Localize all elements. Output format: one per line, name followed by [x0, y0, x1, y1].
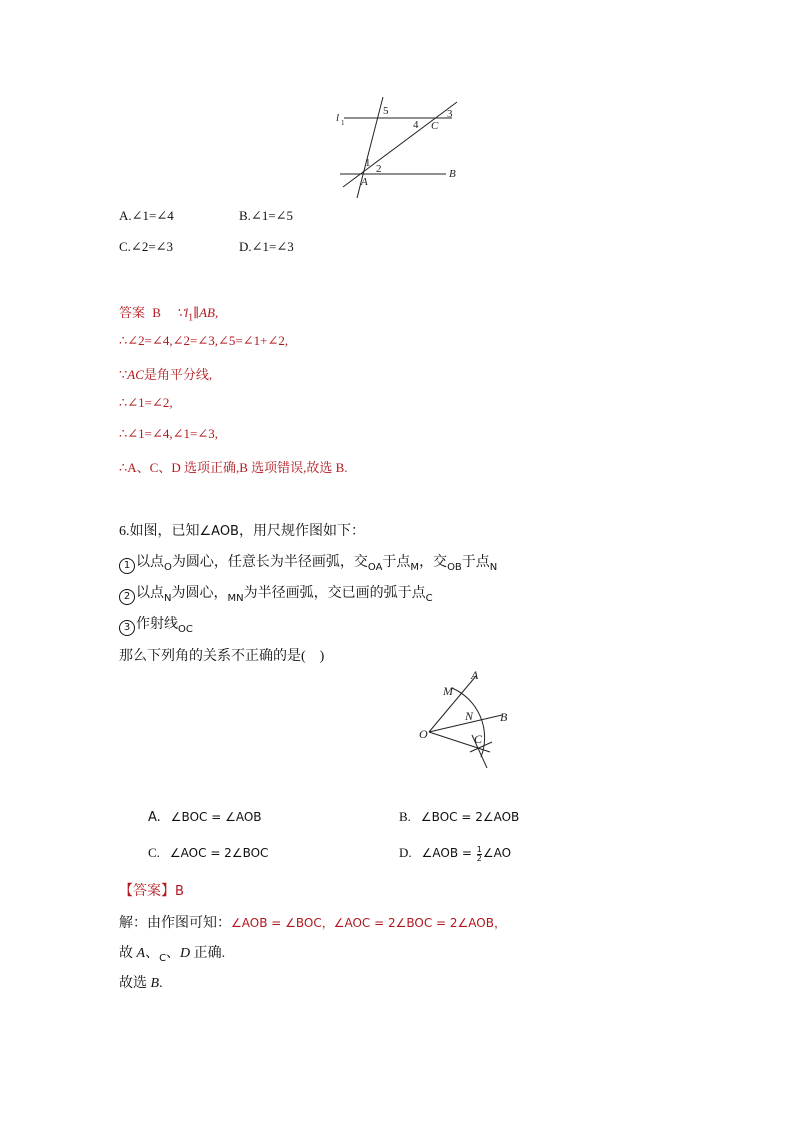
fraction-numerator: 1 [476, 845, 482, 854]
step1-ob: OB [447, 561, 462, 573]
step2-c: 为半径画弧，交已画的弧于点 [243, 586, 426, 601]
label-b2: B [500, 710, 508, 724]
q6-option-d-expr-b: ∠AO [482, 846, 512, 860]
q5-option-d: D.∠1=∠3 [239, 239, 294, 254]
step1-a: 以点 [136, 555, 164, 570]
step1-d: ，交 [419, 555, 448, 570]
q5-line3-rest: 是角平分线, [143, 367, 213, 382]
q5-answer-line5: ∴∠1=∠4,∠1=∠3, [119, 426, 219, 441]
q5-line3-because: ∵ [119, 367, 128, 382]
q6-option-d-letter: D. [399, 845, 412, 860]
step2-a: 以点 [136, 586, 164, 601]
label-o: O [419, 727, 428, 741]
q6-line3-a: 故选 [119, 976, 151, 991]
step1-c: 于点 [382, 555, 411, 570]
q6-option-d [399, 844, 511, 863]
step1-number: 1 [119, 558, 135, 574]
step1-e: 于点 [461, 555, 490, 570]
q5-answer-line3 [119, 364, 212, 383]
label-c2: C [474, 732, 483, 746]
step2-c-point: C [425, 592, 433, 604]
step1-m: M [410, 561, 420, 573]
q6-answer-label: 【答案】 [119, 884, 175, 899]
q6-stem [119, 520, 365, 540]
label-n: N [465, 709, 474, 723]
step2-mn: MN [227, 592, 244, 604]
q5-line3-ac: AC [127, 367, 144, 382]
q6-stem-c: ，用尺规作图如下： [238, 524, 365, 539]
label-m: M [443, 684, 453, 698]
q5-answer-choice: B [152, 305, 161, 320]
label-5: 5 [383, 105, 389, 117]
step3-number: 3 [119, 620, 135, 636]
q6-option-b [399, 808, 519, 826]
label-1: 1 [365, 157, 371, 169]
q6-option-b-expr: ∠BOC = 2∠AOB [420, 810, 520, 824]
label-l: l [336, 112, 340, 124]
q6-line2-C: C [159, 952, 167, 964]
q5-answer-because: ∵l [176, 305, 189, 320]
label-b: B [449, 168, 456, 180]
q6-answer-line2 [119, 912, 506, 932]
q5-answer-line1 [119, 302, 218, 324]
q5-answer-parallel: ∥AB, [193, 305, 219, 320]
label-c: C [431, 120, 439, 132]
q6-answer-line4 [119, 972, 163, 992]
q6-option-c-expr: ∠AOC = 2∠BOC [169, 846, 269, 860]
q6-answer-choice: B [175, 884, 184, 899]
step1-b: 为圆心，任意长为半径画弧，交 [171, 555, 368, 570]
q6-sol-b: ∠AOB = ∠BOC，∠AOC = 2∠BOC = 2∠AOB， [231, 916, 506, 930]
q6-line3-B: B [150, 976, 160, 991]
q6-stem-a: 6.如图，已知 [119, 524, 200, 539]
q6-question: 那么下列角的关系不正确的是( ) [119, 649, 325, 664]
step1-n: N [489, 561, 498, 573]
figure-angle-construction [410, 664, 520, 774]
step3-a: 作射线 [136, 617, 178, 632]
q6-option-c [148, 844, 268, 862]
q5-answer-line6: ∴A、C、D 选项正确,B 选项错误,故选 B. [119, 460, 348, 475]
step1-oa: OA [367, 561, 383, 573]
q6-step1 [119, 551, 497, 574]
label-4: 4 [413, 119, 419, 131]
label-2: 2 [376, 163, 382, 175]
step3-oc: OC [178, 623, 193, 635]
q5-answer-l-sub: 1 [188, 312, 194, 324]
q6-sol-a: 解：由作图可知： [119, 916, 231, 931]
q6-answer-line3 [119, 942, 225, 964]
step1-o: O [164, 561, 172, 573]
step2-number: 2 [119, 589, 135, 605]
label-a2: A [471, 668, 479, 682]
q5-answer-line2: ∴∠2=∠4,∠2=∠3,∠5=∠1+∠2, [119, 333, 289, 348]
q6-line2-A: A [136, 946, 146, 961]
label-a: A [361, 176, 368, 188]
q5-option-c: C.∠2=∠3 [119, 239, 174, 254]
q6-option-b-letter: B. [399, 809, 411, 824]
q6-option-a [148, 808, 262, 826]
q6-option-a-letter: A. [148, 810, 161, 825]
q6-step3 [119, 613, 193, 636]
q6-line2-a: 故 [119, 946, 137, 961]
q6-option-a-expr: ∠BOC = ∠AOB [170, 810, 262, 824]
q6-stem-angle: ∠AOB [199, 524, 239, 539]
q5-answer-line4: ∴∠1=∠2, [119, 395, 173, 410]
q6-line3-b: . [159, 976, 163, 991]
q6-answer-line1 [119, 880, 184, 900]
step2-n: N [164, 592, 172, 604]
q6-step2 [119, 582, 433, 605]
q6-line2-c: 、 [166, 946, 181, 961]
q6-option-d-fraction [477, 846, 482, 863]
q6-line2-D: D [180, 946, 191, 961]
label-3: 3 [447, 108, 453, 120]
q6-option-d-expr-a: ∠AOB = [421, 846, 476, 860]
fraction-denominator: 2 [476, 854, 482, 863]
q5-option-a: A.∠1=∠4 [119, 208, 174, 223]
q6-option-c-letter: C. [148, 845, 160, 860]
label-l-sub: 1 [341, 119, 345, 127]
figure-parallel-lines [330, 92, 470, 202]
q5-option-b: B.∠1=∠5 [239, 208, 294, 223]
q5-answer-label: 答案 [119, 305, 146, 320]
q6-line2-d: 正确. [190, 946, 226, 961]
step2-b: 为圆心， [171, 586, 228, 601]
q6-line2-b: 、 [145, 946, 160, 961]
